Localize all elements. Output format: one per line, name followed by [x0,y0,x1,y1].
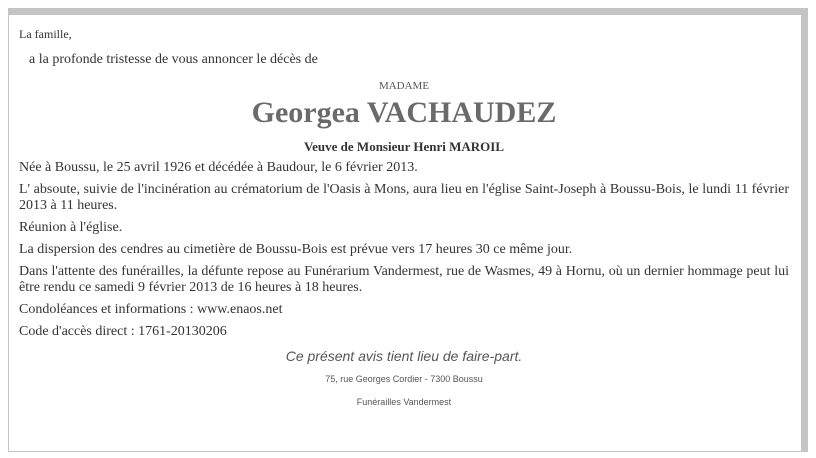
death-notice-frame [8,8,808,452]
honorific: MADAME [378,80,430,92]
condolences-paragraph: Condoléances et informations : www.enaos.net [19,302,283,317]
visitation-paragraph: Dans l'attente des funérailles, la défunte repose au Funérarium Vandermest, rue de Wasmes, 49 à Hornu, où un dernier hommage peut lui être rendu ce samedi 9 février 2013 de 16 heures à 18 heures. [19,264,789,295]
deceased-name: Georgea VACHAUDEZ [251,96,557,129]
meeting-paragraph: Réunion à l'église. [19,220,123,235]
birth-death-paragraph: Née à Boussu, le 25 avril 1926 et décédée à Baudour, le 6 février 2013. [19,160,418,175]
widow-of: Veuve de Monsieur Henri MAROIL [303,139,505,154]
access-code-paragraph: Code d'accès direct : 1761-20130206 [19,324,227,339]
undertaker-address: 75, rue Georges Cordier - 7300 Boussu [325,374,483,384]
ceremony-paragraph: L' absoute, suivie de l'incinération au crématorium de l'Oasis à Mons, aura lieu en l'église Saint-Joseph à Boussu-Bois, le lundi 11 février 2013 à 11 heures. [19,182,789,213]
faire-part-notice: Ce présent avis tient lieu de faire-part. [285,348,523,364]
ashes-paragraph: La dispersion des cendres au cimetière de Boussu-Bois est prévue vers 17 heures 30 ce même jour. [19,242,573,257]
death-notice-content [19,27,789,408]
intro-text: a la profonde tristesse de vous annoncer le décès de [29,52,318,67]
greeting: La famille, [19,27,72,41]
undertaker-name: Funérailles Vandermest [356,397,452,407]
